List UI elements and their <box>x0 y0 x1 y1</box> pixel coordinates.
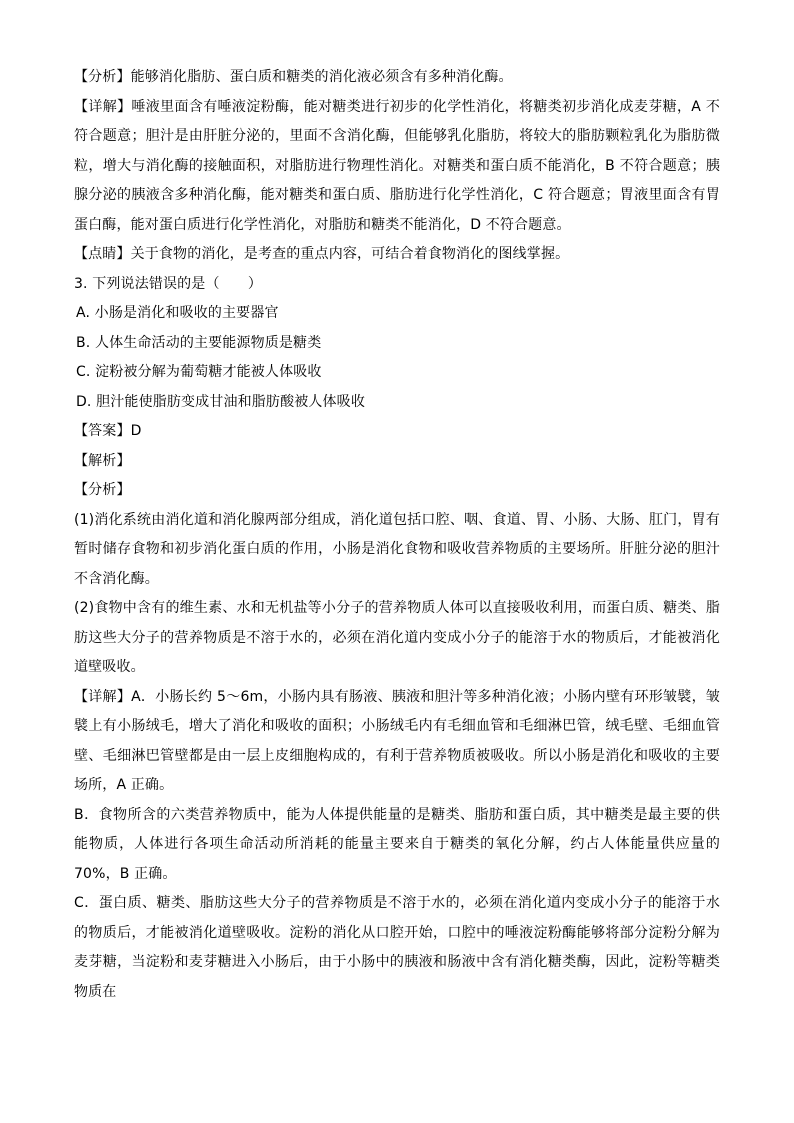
option-c: C. 淀粉被分解为葡萄糖才能被人体吸收 <box>76 364 322 380</box>
option-a: A. 小肠是消化和吸收的主要器官 <box>76 305 279 321</box>
analysis-point-1: (1)消化系统由消化道和消化腺两部分组成，消化道包括口腔、咽、食道、胃、小肠、大肠、肛门，胃有暂时储存食物和初步消化蛋白质的作用，小肠是消化食物和吸收营养物质的主要场所。肝脏分泌的胆汁不含消化酶。 <box>74 511 720 587</box>
analysis-point-2: (2)食物中含有的维生素、水和无机盐等小分子的营养物质人体可以直接吸收利用，而蛋白质、糖类、脂肪这些大分子的营养物质是不溶于水的，必须在消化道内变成小分子的能溶于水的物质后，才能被消化道壁吸收。 <box>74 600 720 675</box>
detail-b-paragraph: B．食物所含的六类营养物质中，能为人体提供能量的是糖类、脂肪和蛋白质，其中糖类是最主要的供能物质，人体进行各项生命活动所消耗的能量主要来自于糖类的氧化分解，约占人体能量供应量的 70%，B 正确。 <box>74 806 720 882</box>
comment-paragraph: 【点睛】关于食物的消化，是考查的重点内容，可结合着食物消化的图线掌握。 <box>74 246 570 262</box>
analysis-paragraph: 【分析】能够消化脂肪、蛋白质和糖类的消化液必须含有多种消化酶。 <box>74 69 513 85</box>
solution-heading: 【解析】 <box>74 452 131 469</box>
detail-paragraph: 【详解】唾液里面含有唾液淀粉酶，能对糖类进行初步的化学性消化，将糖类初步消化成麦芽糖，A 不符合题意；胆汁是由肝脏分泌的，里面不含消化酶，但能够乳化脂肪，将较大的脂肪颗粒乳化为脂肪微粒，增大与消化酶的接触面积，对脂肪进行物理性消化。对糖类和蛋白质不能消化，B 不符合题意；胰腺分泌的胰液含多种消化酶，能对糖类和蛋白质、脂肪进行化学性消化，C 符合题意；胃液里面含有胃蛋白酶，能对蛋白质进行化学性消化，对脂肪和糖类不能消化，D 不符合题意。 <box>74 98 720 233</box>
option-b: B. 人体生命活动的主要能源物质是糖类 <box>76 334 322 351</box>
detail-c-paragraph: C．蛋白质、糖类、脂肪这些大分子的营养物质是不溶于水的，必须在消化道内变成小分子的能溶于水的物质后，才能被消化道壁吸收。淀粉的消化从口腔开始，口腔中的唾液淀粉酶能够将部分淀粉分解为麦芽糖，当淀粉和麦芽糖进入小肠后，由于小肠中的胰液和肠液中含有消化糖类酶，因此，淀粉等糖类物质在 <box>74 895 720 1000</box>
option-d: D. 胆汁能使脂肪变成甘油和脂肪酸被人体吸收 <box>76 393 365 410</box>
detail-a-paragraph: 【详解】A．小肠长约 5～6m，小肠内具有肠液、胰液和胆汁等多种消化液；小肠内壁有环形皱襞，皱襞上有小肠绒毛，增大了消化和吸收的面积；小肠绒毛内有毛细血管和毛细淋巴管，绒毛壁、毛细血管壁、毛细淋巴管壁都是由一层上皮细胞构成的，有利于营养物质被吸收。所以小肠是消化和吸收的主要场所，A 正确。 <box>74 688 720 793</box>
analysis-heading: 【分析】 <box>74 482 131 498</box>
question-stem: 3. 下列说法错误的是（ ） <box>74 275 263 292</box>
answer-line: 【答案】D <box>74 423 142 439</box>
